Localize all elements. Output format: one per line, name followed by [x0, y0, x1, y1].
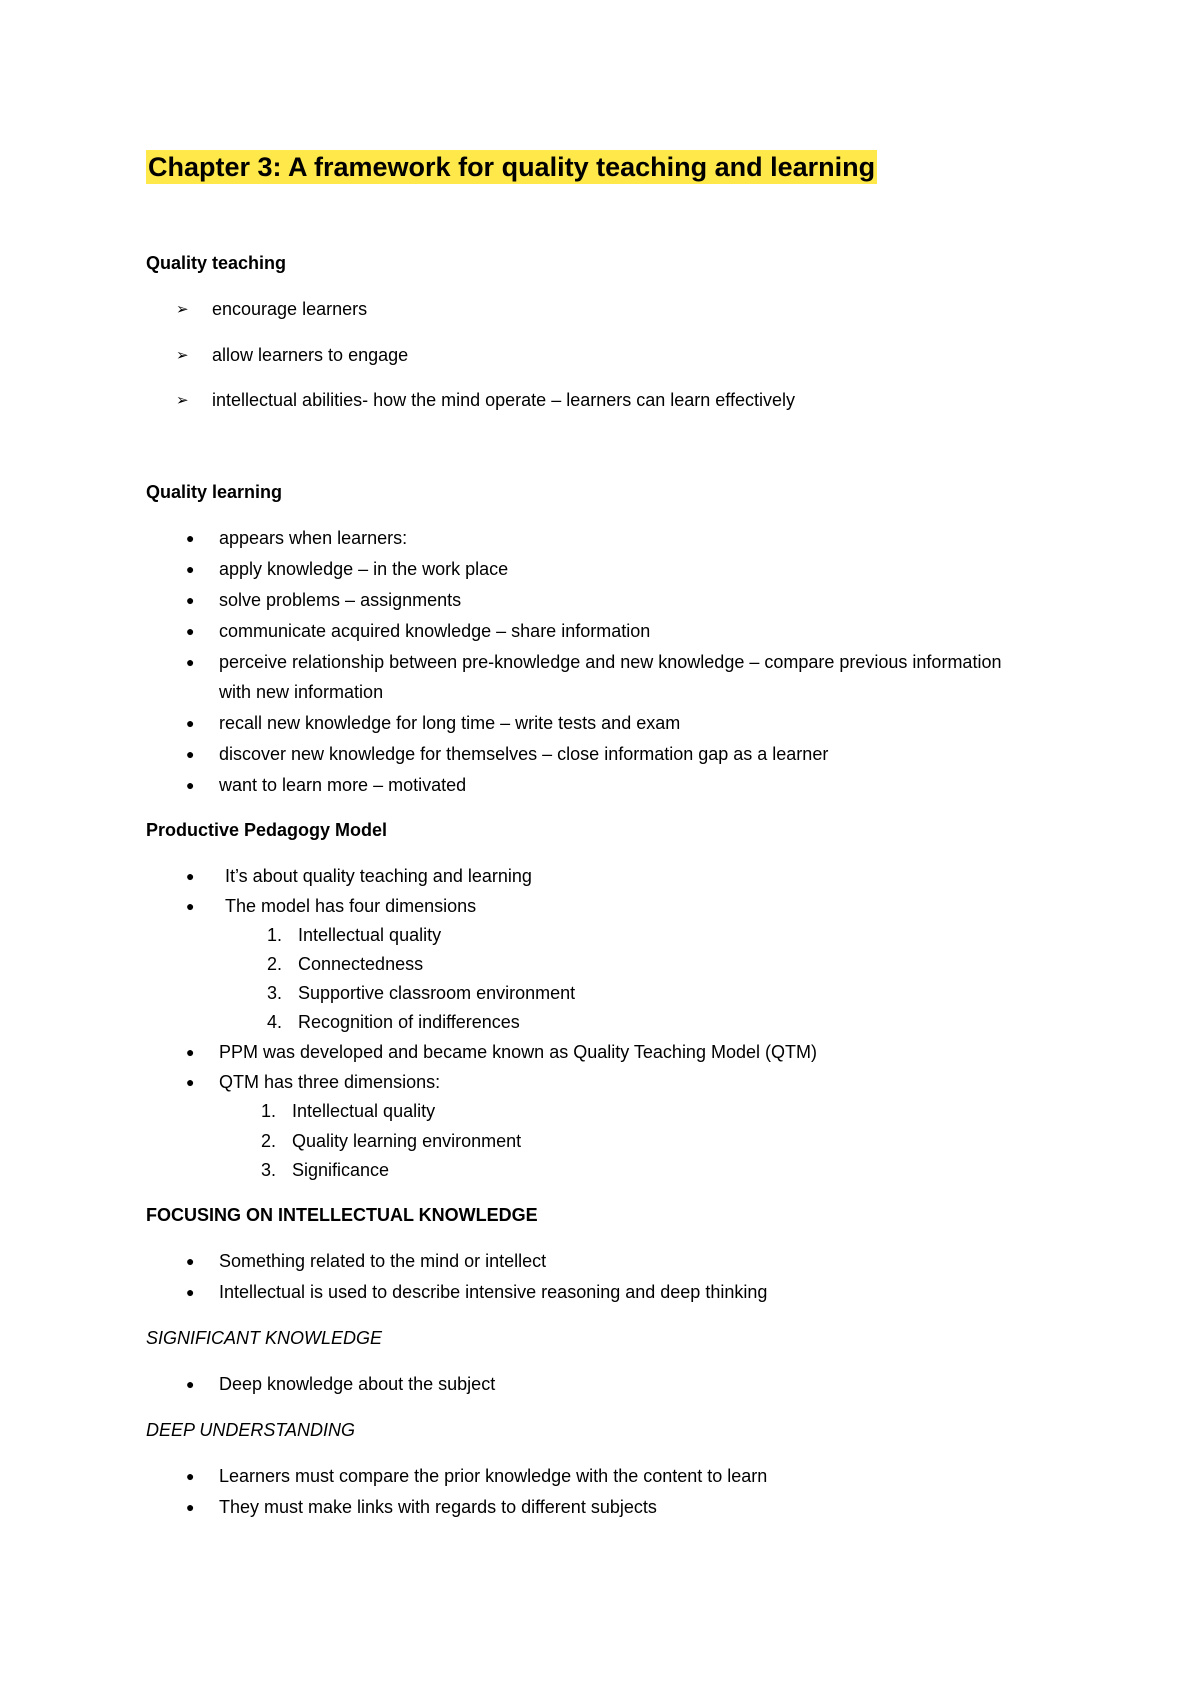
numbered-item: 1. Intellectual quality [260, 1101, 436, 1121]
list-item: ● Learners must compare the prior knowledge with the content to learn [186, 1466, 768, 1486]
numbered-item: 4. Recognition of indifferences [266, 1012, 520, 1032]
section-heading-focusing: FOCUSING ON INTELLECTUAL KNOWLEDGE [146, 1205, 538, 1225]
bullet-icon: ● [186, 1468, 195, 1484]
numbered-item: 3. Supportive classroom environment [266, 983, 576, 1003]
arrow-bullet-icon: ➢ [176, 392, 189, 409]
bullet-icon: ● [186, 1376, 195, 1392]
list-item: ● apply knowledge – in the work place [186, 559, 509, 579]
list-item: ● perceive relationship between pre-knowledge and new knowledge – compare previous information with new information [186, 652, 1002, 702]
list-item: ➢ allow learners to engage [176, 345, 409, 365]
list-item: ● It’s about quality teaching and learning [186, 866, 532, 886]
list-item: ● They must make links with regards to different subjects [186, 1497, 657, 1517]
list-item: ● communicate acquired knowledge – share information [186, 621, 651, 641]
list-item: ● appears when learners: [186, 528, 408, 548]
section-heading-ppm: Productive Pedagogy Model [146, 820, 388, 840]
bullet-icon: ● [186, 592, 195, 608]
list-item: ● want to learn more – motivated [186, 775, 467, 795]
list-item: ● Something related to the mind or intellect [186, 1251, 547, 1271]
arrow-bullet-icon: ➢ [176, 347, 189, 364]
bullet-icon: ● [186, 898, 195, 914]
bullet-icon: ● [186, 746, 195, 762]
bullet-icon: ● [186, 1074, 195, 1090]
numbered-item: 3. Significance [260, 1160, 390, 1180]
bullet-icon: ● [186, 715, 195, 731]
bullet-icon: ● [186, 530, 195, 546]
numbered-item: 1. Intellectual quality [266, 925, 442, 945]
list-item: ● The model has four dimensions [186, 896, 477, 916]
list-item: ● solve problems – assignments [186, 590, 462, 610]
numbered-item: 2. Quality learning environment [260, 1131, 522, 1151]
bullet-icon: ● [186, 623, 195, 639]
bullet-icon: ● [186, 1284, 195, 1300]
list-item: ● discover new knowledge for themselves – close information gap as a learner [186, 744, 829, 764]
bullet-icon: ● [186, 1499, 195, 1515]
list-item: ● PPM was developed and became known as Quality Teaching Model (QTM) [186, 1042, 817, 1062]
numbered-item: 2. Connectedness [266, 954, 424, 974]
list-item: ● Intellectual is used to describe intensive reasoning and deep thinking [186, 1282, 768, 1302]
list-item: ➢ intellectual abilities- how the mind operate – learners can learn effectively [176, 390, 795, 410]
section-heading-significant: SIGNIFICANT KNOWLEDGE [146, 1328, 383, 1348]
list-item: ● QTM has three dimensions: [186, 1072, 441, 1092]
bullet-icon: ● [186, 868, 195, 884]
bullet-icon: ● [186, 1253, 195, 1269]
section-heading-deep-understanding: DEEP UNDERSTANDING [146, 1420, 356, 1440]
list-item: ➢ encourage learners [176, 299, 368, 319]
list-item: ● recall new knowledge for long time – write tests and exam [186, 713, 681, 733]
section-heading-quality-teaching: Quality teaching [146, 253, 287, 273]
arrow-bullet-icon: ➢ [176, 301, 189, 318]
bullet-icon: ● [186, 1044, 195, 1060]
section-heading-quality-learning: Quality learning [146, 482, 283, 502]
page-title: Chapter 3: A framework for quality teaching and learning [148, 152, 876, 182]
bullet-icon: ● [186, 777, 195, 793]
bullet-icon: ● [186, 654, 195, 670]
list-item: ● Deep knowledge about the subject [186, 1374, 496, 1394]
bullet-icon: ● [186, 561, 195, 577]
